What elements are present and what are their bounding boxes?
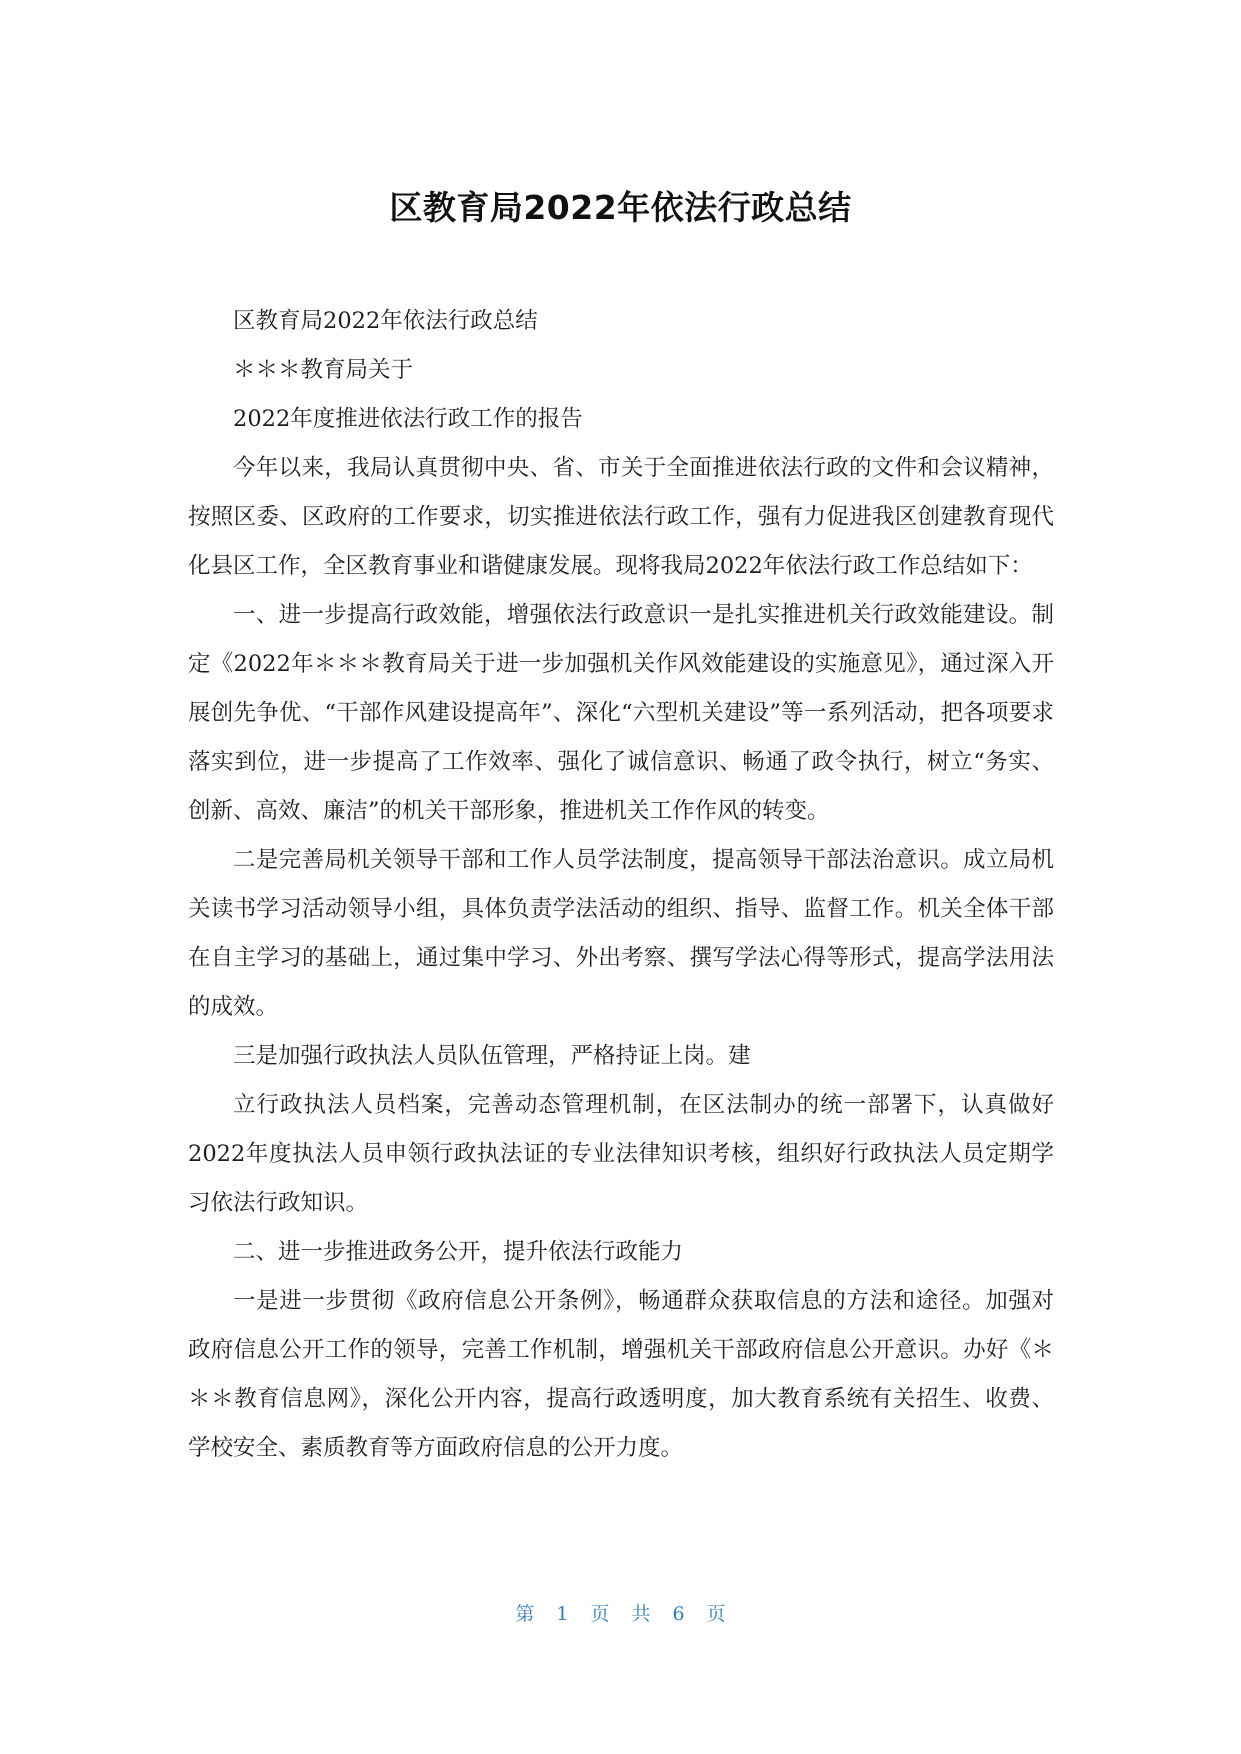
paragraph-issuer: ＊＊＊教育局关于 bbox=[233, 357, 414, 383]
document-title: 区教育局2022年依法行政总结 bbox=[389, 188, 852, 227]
paragraph-report-title: 2022年度推进依法行政工作的报告 bbox=[233, 406, 583, 432]
paragraph-section-2-item-1: 一是进一步贯彻《政府信息公开条例》，畅通群众获取信息的方法和途径。加强对政府信息公开工作的领导，完善工作机制，增强机关干部政府信息公开意识。办好《＊＊＊教育信息网》，深化公开内容，提高行政透明度，加大教育系统有关招生、收费、学校安全、素质教育等方面政府信息的公开力度。 bbox=[188, 1288, 1054, 1461]
footer-page-label: 第 bbox=[515, 1603, 535, 1625]
page-footer bbox=[0, 1599, 1241, 1626]
footer-current-page: 1 bbox=[556, 1603, 569, 1625]
footer-total-unit: 页 bbox=[706, 1603, 726, 1625]
footer-total-label: 共 bbox=[631, 1603, 651, 1625]
paragraph-section-1: 一、进一步提高行政效能，增强依法行政意识一是扎实推进机关行政效能建设。制定《2022年＊＊＊教育局关于进一步加强机关作风效能建设的实施意见》，通过深入开展创先争优、“干部作风建设提高年”、深化“六型机关建设”等一系列活动，把各项要求落实到位，进一步提高了工作效率、强化了诚信意识、畅通了政令执行，树立“务实、创新、高效、廉洁”的机关干部形象，推进机关工作作风的转变。 bbox=[188, 602, 1054, 824]
paragraph-item-2: 二是完善局机关领导干部和工作人员学法制度，提高领导干部法治意识。成立局机关读书学习活动领导小组，具体负责学法活动的组织、指导、监督工作。机关全体干部在自主学习的基础上，通过集中学习、外出考察、撰写学法心得等形式，提高学法用法的成效。 bbox=[188, 847, 1054, 1020]
paragraph-item-3: 三是加强行政执法人员队伍管理，严格持证上岗。建 bbox=[233, 1043, 751, 1069]
document-body bbox=[188, 297, 1054, 1473]
paragraph-item-3-continued: 立行政执法人员档案，完善动态管理机制，在区法制办的统一部署下，认真做好2022年度执法人员申领行政执法证的专业法律知识考核，组织好行政执法人员定期学习依法行政知识。 bbox=[188, 1092, 1054, 1216]
paragraph-intro: 今年以来，我局认真贯彻中央、省、市关于全面推进依法行政的文件和会议精神，按照区委、区政府的工作要求，切实推进依法行政工作，强有力促进我区创建教育现代化县区工作，全区教育事业和谐健康发展。现将我局2022年依法行政工作总结如下： bbox=[188, 455, 1054, 579]
footer-page-unit: 页 bbox=[590, 1603, 610, 1625]
footer-total-pages: 6 bbox=[672, 1603, 685, 1625]
paragraph-heading-repeat: 区教育局2022年依法行政总结 bbox=[233, 308, 538, 334]
paragraph-section-2-heading: 二、进一步推进政务公开，提升依法行政能力 bbox=[233, 1239, 684, 1265]
